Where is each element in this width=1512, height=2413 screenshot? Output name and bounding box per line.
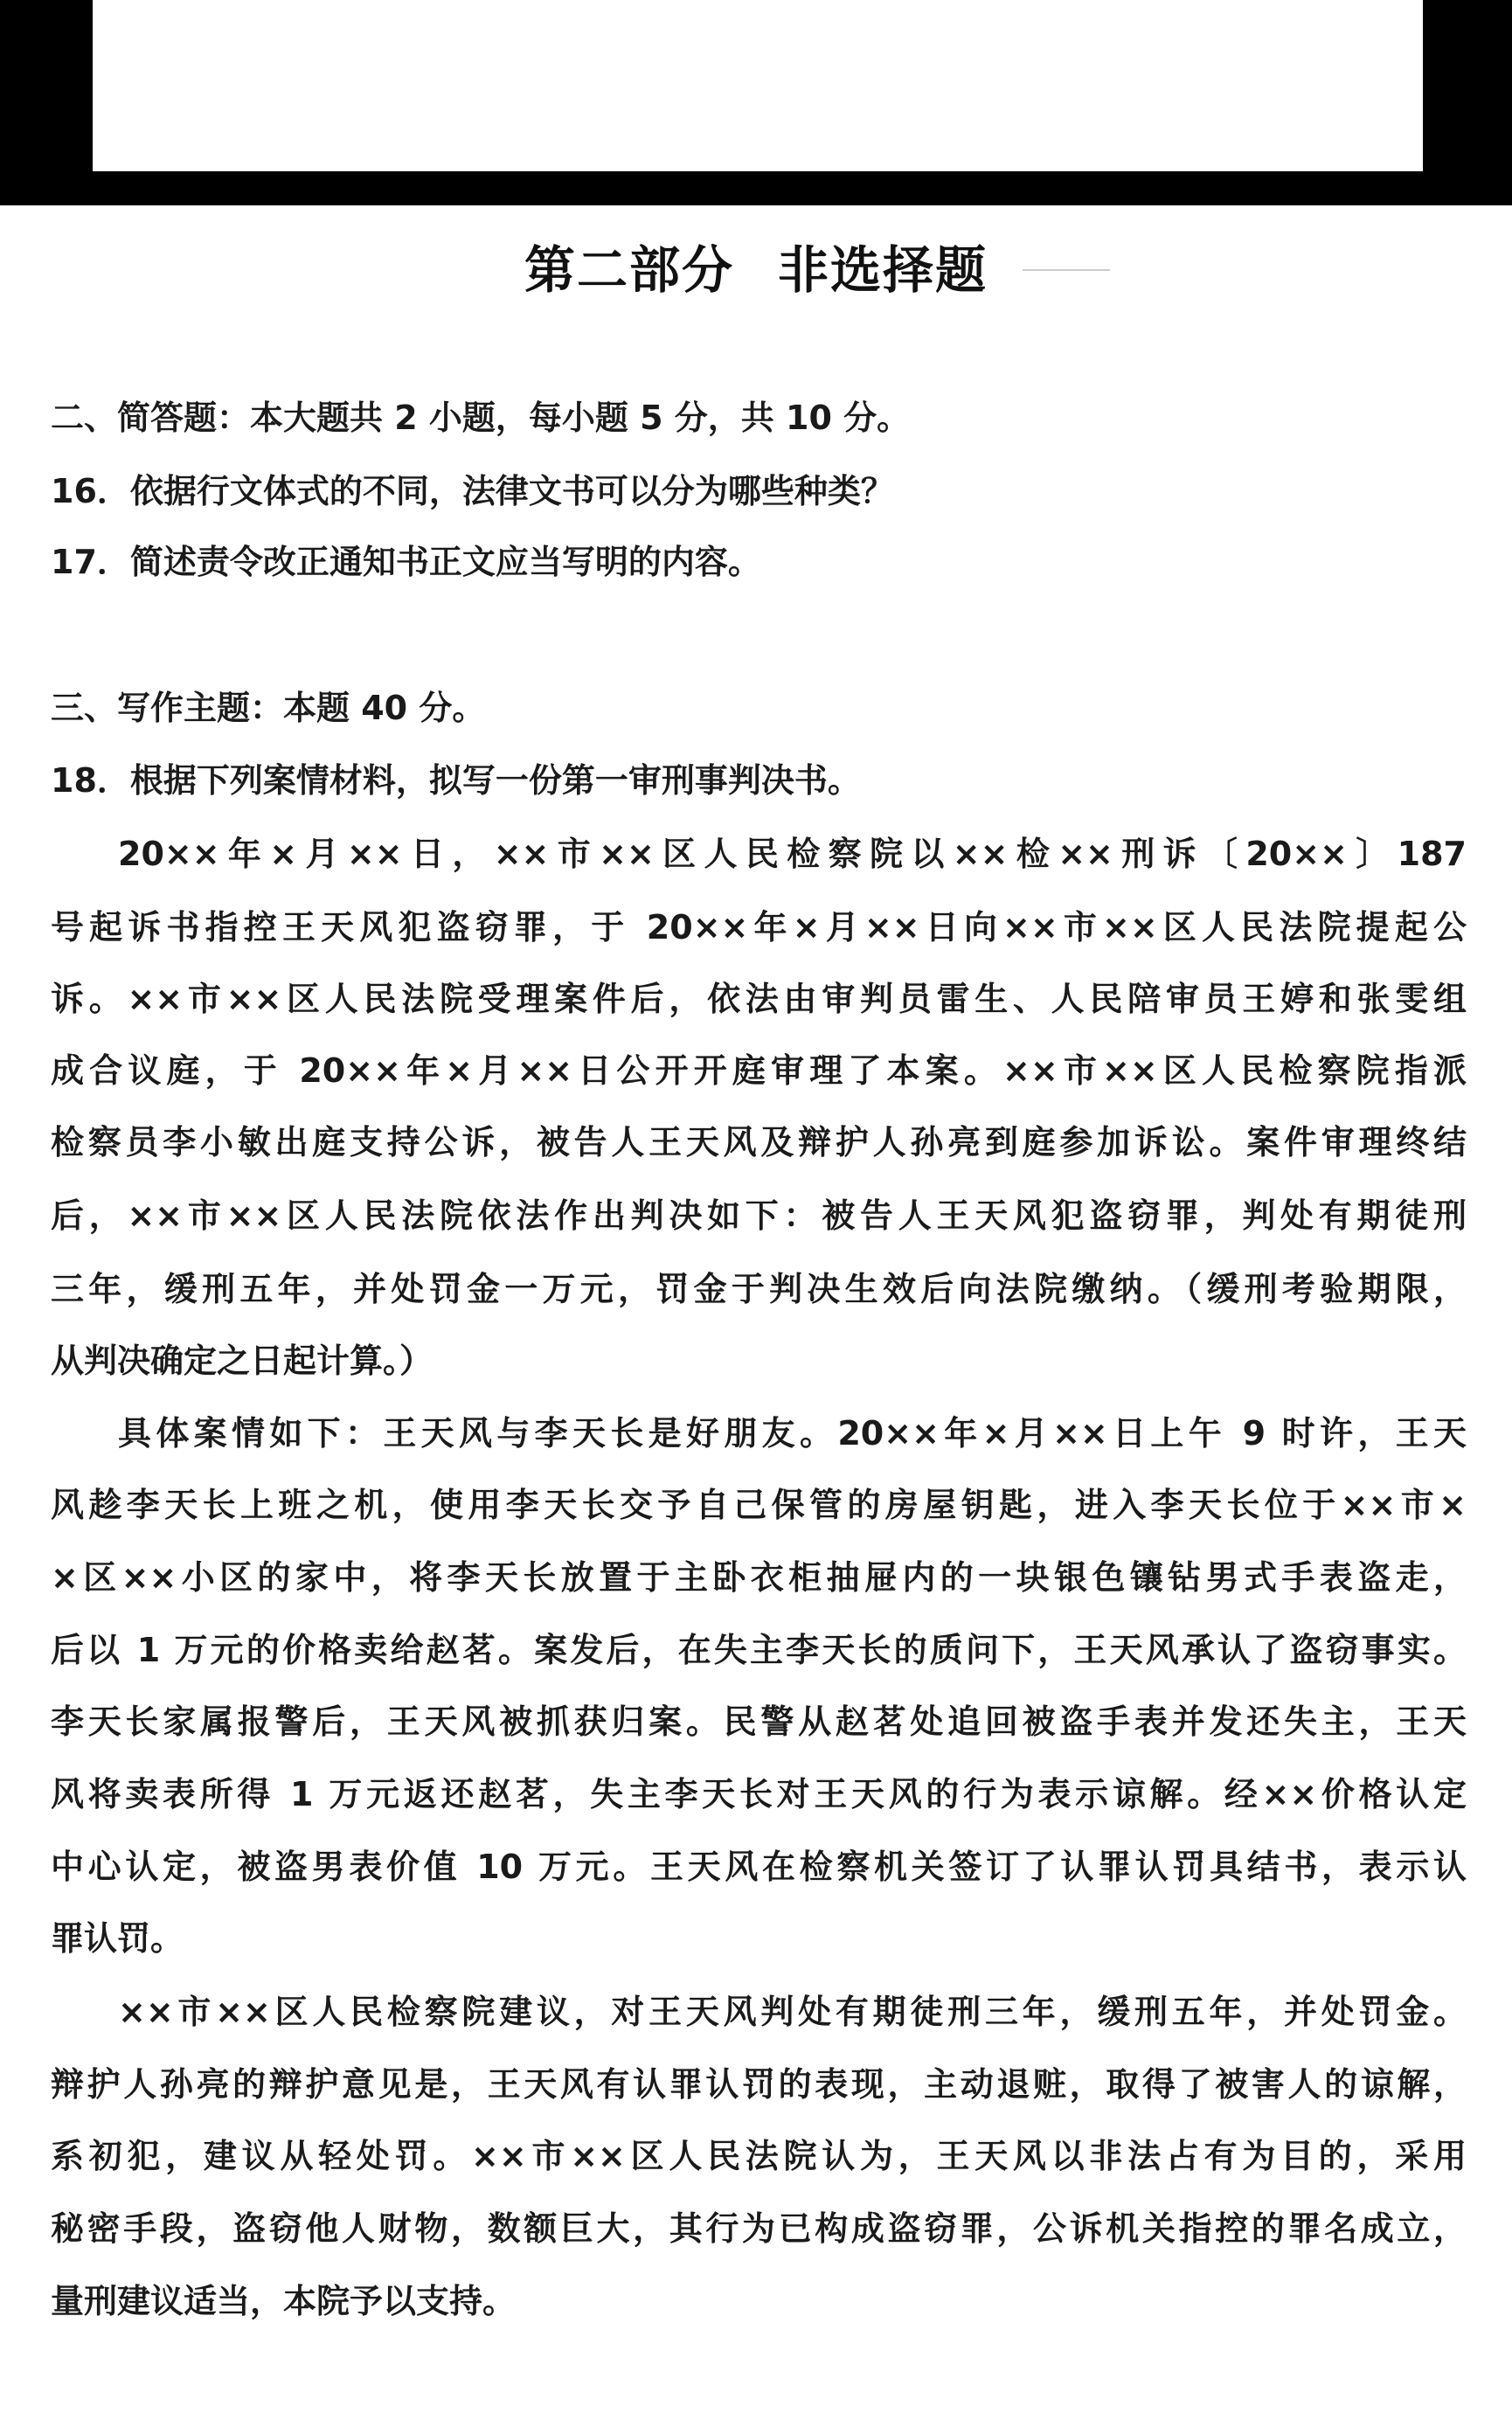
case-para2-line: 中心认定，被盗男表价值 10 万元。王天风在检察机关签订了认罪认罚具结书，表示认 xyxy=(51,1848,1467,1886)
section3-heading: 三、写作主题：本题 40 分。 xyxy=(51,689,486,727)
redacted-header-band xyxy=(0,0,1512,205)
case-para2-line: 风将卖表所得 1 万元返还赵茗，失主李天长对王天风的行为表示谅解。经××价格认定 xyxy=(51,1775,1467,1813)
case-para3-line: 系初犯，建议从轻处罚。××市××区人民法院认为，王天风以非法占有为目的，采用 xyxy=(51,2137,1467,2175)
title-rule xyxy=(1023,269,1110,271)
question-18: 18．根据下列案情材料，拟写一份第一审刑事判决书。 xyxy=(51,761,861,800)
case-para2-line: ×区××小区的家中，将李天长放置于主卧衣柜抽屉内的一块银色镶钻男式手表盗走， xyxy=(51,1558,1467,1597)
case-para1-line: 号起诉书指控王天风犯盗窃罪，于 20××年×月××日向××市××区人民法院提起公 xyxy=(51,908,1467,946)
case-para2-line: 具体案情如下：王天风与李天长是好朋友。20××年×月××日上午 9 时许，王天 xyxy=(118,1414,1467,1453)
page-title xyxy=(0,229,1512,302)
case-para2-line: 后以 1 万元的价格卖给赵茗。案发后，在失主李天长的质问下，王天风承认了盗窃事实。 xyxy=(51,1631,1467,1669)
case-para1-line: 检察员李小敏出庭支持公诉，被告人王天风及辩护人孙亮到庭参加诉讼。案件审理终结 xyxy=(51,1123,1467,1161)
question-16: 16．依据行文体式的不同，法律文书可以分为哪些种类？ xyxy=(51,472,894,510)
case-para3-line: 辩护人孙亮的辩护意见是，王天风有认罪认罚的表现，主动退赃，取得了被害人的谅解， xyxy=(51,2065,1467,2104)
case-para2-line: 罪认罚。 xyxy=(51,1919,184,1958)
case-para1-line: 20××年×月××日，××市××区人民检察院以××检××刑诉〔20××〕187 xyxy=(118,835,1467,873)
case-para2-line: 风趁李天长上班之机，使用李天长交予自己保管的房屋钥匙，进入李天长位于××市× xyxy=(51,1486,1467,1524)
case-para1-line: 诉。××市××区人民法院受理案件后，依法由审判员雷生、人民陪审员王婷和张雯组 xyxy=(51,980,1467,1018)
section2-heading: 二、简答题：本大题共 2 小题，每小题 5 分，共 10 分。 xyxy=(51,399,911,437)
redacted-box xyxy=(93,0,1423,171)
part-name: 非选择题 xyxy=(778,240,988,300)
case-para2-line: 李天长家属报警后，王天风被抓获归案。民警从赵茗处追回被盗手表并发还失主，王天 xyxy=(51,1702,1467,1741)
part-label: 第二部分 xyxy=(524,240,734,300)
case-para3-line: 量刑建议适当，本院予以支持。 xyxy=(51,2282,517,2320)
case-para1-line: 三年，缓刑五年，并处罚金一万元，罚金于判决生效后向法院缴纳。（缓刑考验期限， xyxy=(51,1270,1467,1308)
question-17: 17．简述责令改正通知书正文应当写明的内容。 xyxy=(51,543,761,581)
case-para3-line: ××市××区人民检察院建议，对王天风判处有期徒刑三年，缓刑五年，并处罚金。 xyxy=(118,1993,1467,2031)
case-para1-line: 成合议庭，于 20××年×月××日公开开庭审理了本案。××市××区人民检察院指派 xyxy=(51,1051,1467,1090)
case-para1-line: 后，××市××区人民法院依法作出判决如下：被告人王天风犯盗窃罪，判处有期徒刑 xyxy=(51,1196,1467,1235)
case-para1-line: 从判决确定之日起计算。） xyxy=(51,1342,433,1380)
case-para3-line: 秘密手段，盗窃他人财物，数额巨大，其行为已构成盗窃罪，公诉机关指控的罪名成立， xyxy=(51,2209,1467,2248)
